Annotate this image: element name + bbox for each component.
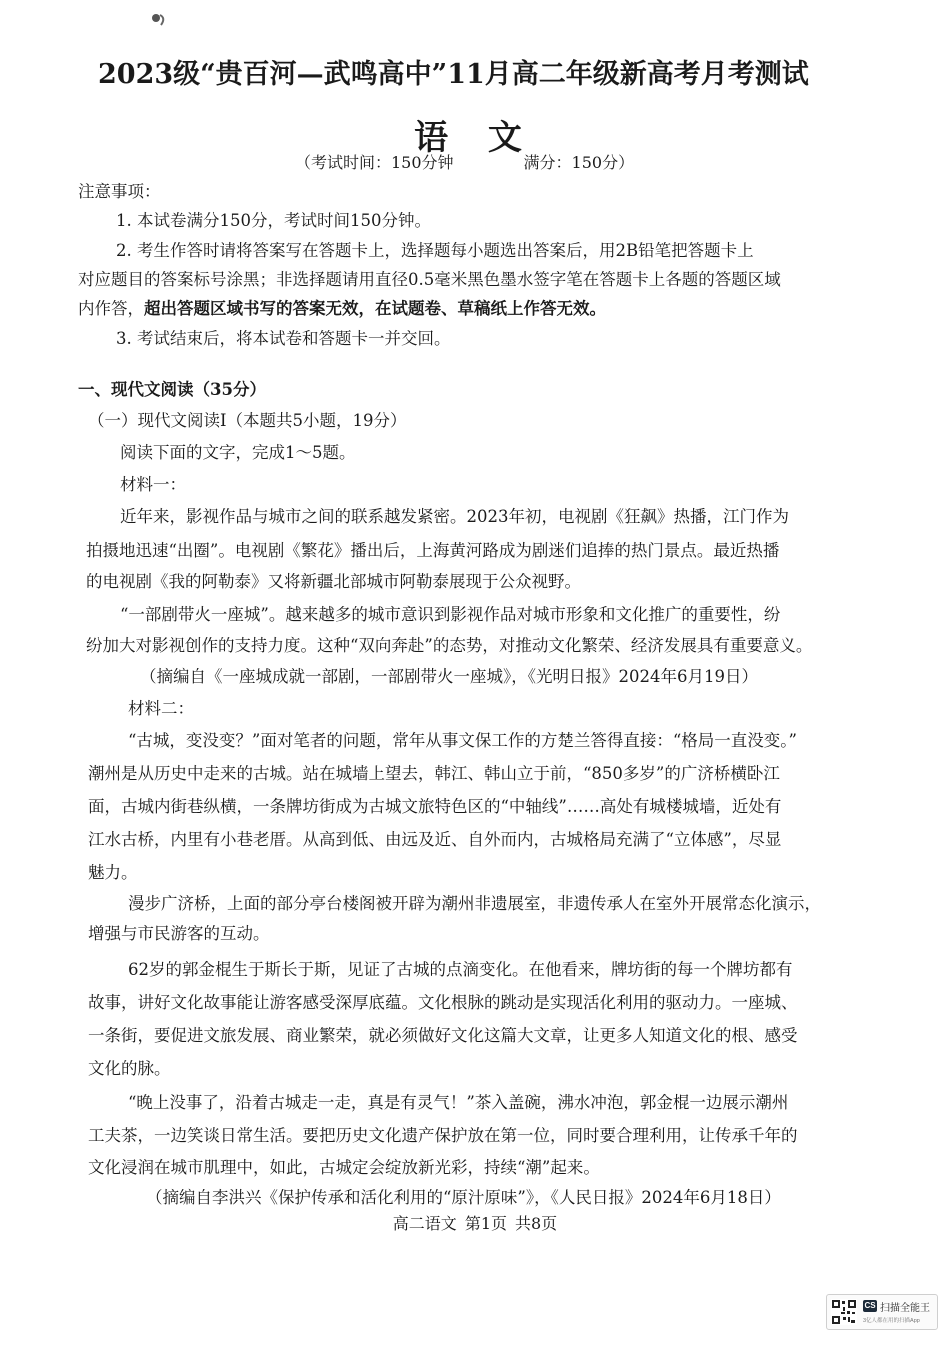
material-2-line: 文化的脉。 [88, 1059, 171, 1078]
exam-score: 满分：150分） [523, 153, 635, 172]
footer-page: 第1页 [464, 1214, 507, 1233]
reading-instruction: 阅读下面的文字，完成1～5题。 [120, 443, 356, 462]
qr-code-icon [831, 1299, 857, 1325]
material-1-source: （摘编自《一座城成就一部剧，一部剧带火一座城》，《光明日报》2024年6月19日） [140, 667, 758, 686]
notice-item-2-line-3-a: 内作答， [78, 299, 144, 318]
material-1-line: 的电视剧《我的阿勒泰》又将新疆北部城市阿勒泰展现于公众视野。 [86, 572, 581, 591]
notice-item-2-line-1: 2. 考生作答时请将答案写在答题卡上，选择题每小题选出答案后，用2B铅笔把答题卡上 [116, 241, 754, 260]
subject-title: 语 文 [414, 118, 536, 158]
notice-item-2-line-2: 对应题目的答案标号涂黑；非选择题请用直径0.5毫米黑色墨水签字笔在答题卡上各题的答题区域 [78, 270, 781, 289]
notice-item-3: 3. 考试结束后，将本试卷和答题卡一并交回。 [116, 329, 451, 348]
exam-title: 2023级“贵百河—武鸣高中”11月高二年级新高考月考测试 [98, 59, 809, 90]
material-2-line: “古城，变没变？”面对笔者的问题，常年从事文保工作的方楚兰答得直接：“格局一直没变。” [128, 731, 797, 750]
notice-heading: 注意事项： [78, 182, 161, 201]
material-2-line: 魅力。 [88, 863, 138, 882]
exam-info [295, 150, 634, 173]
material-2-line: 江水古桥，内里有小巷老厝。从高到低、由远及近、自外而内，古城格局充满了“立体感”，尽显 [88, 830, 782, 849]
material-2-line: 潮州是从历史中走来的古城。站在城墙上望去，韩江、韩山立于前，“850多岁”的广济桥横卧江 [88, 764, 780, 783]
cs-logo-icon: CS [864, 1301, 876, 1310]
material-1-line: “一部剧带火一座城”。越来越多的城市意识到影视作品对城市形象和文化推广的重要性，纷 [120, 605, 781, 624]
footer-total: 共8页 [515, 1214, 558, 1233]
material-2-line: “晚上没事了，沿着古城走一走，真是有灵气！”茶入盖碗，沸水冲泡，郭金棍一边展示潮州 [128, 1093, 789, 1112]
material-2-line: 故事，讲好文化故事能让游客感受深厚底蕴。文化根脉的跳动是实现活化利用的驱动力。一座城、 [88, 993, 798, 1012]
scan-speck [150, 12, 168, 28]
scanner-app-name: 扫描全能王 [880, 1303, 930, 1314]
page-footer [0, 1211, 950, 1234]
material-2-line: 一条街，要促进文旅发展、商业繁荣，就必须做好文化这篇大文章，让更多人知道文化的根、感受 [88, 1026, 798, 1045]
material-1-label: 材料一： [120, 475, 186, 494]
material-2-line: 62岁的郭金棍生于斯长于斯，见证了古城的点滴变化。在他看来，牌坊街的每一个牌坊都有 [128, 960, 793, 979]
scanner-app-tagline: 3亿人都在用的扫描App [863, 1318, 920, 1324]
material-2-line: 文化浸润在城市肌理中，如此，古城定会绽放新光彩，持续“潮”起来。 [88, 1158, 600, 1177]
material-2-line: 增强与市民游客的互动。 [88, 924, 270, 943]
scanner-watermark [826, 1294, 938, 1330]
material-2-source: （摘编自李洪兴《保护传承和活化利用的“原汁原味”》，《人民日报》2024年6月18日） [146, 1188, 781, 1207]
notice-item-2-line-3 [78, 295, 606, 319]
material-2-line: 漫步广济桥，上面的部分亭台楼阁被开辟为潮州非遗展室，非遗传承人在室外开展常态化演示， [128, 894, 821, 913]
section-heading: 一、现代文阅读（35分） [78, 380, 266, 399]
material-1-line: 拍摄地迅速“出圈”。电视剧《繁花》播出后，上海黄河路成为剧迷们追捧的热门景点。最近热播 [86, 541, 780, 560]
material-1-line: 近年来，影视作品与城市之间的联系越发紧密。2023年初，电视剧《狂飙》热播，江门作为 [120, 507, 789, 526]
footer-grade: 高二语文 [392, 1214, 457, 1233]
notice-item-1: 1. 本试卷满分150分，考试时间150分钟。 [116, 211, 431, 230]
material-2-line: 面，古城内街巷纵横，一条牌坊街成为古城文旅特色区的“中轴线”……高处有城楼城墙，近处有 [88, 797, 782, 816]
material-2-label: 材料二： [128, 699, 194, 718]
exam-time: （考试时间：150分钟 [295, 153, 454, 172]
material-1-line: 纷加大对影视创作的支持力度。这种“双向奔赴”的态势，对推动文化繁荣、经济发展具有重要意义。 [86, 636, 813, 655]
sub-section-heading: （一）现代文阅读Ⅰ（本题共5小题，19分） [88, 411, 407, 430]
notice-item-2-warning: 超出答题区域书写的答案无效，在试题卷、草稿纸上作答无效。 [144, 299, 606, 318]
material-2-line: 工夫茶，一边笑谈日常生活。要把历史文化遗产保护放在第一位，同时要合理利用，让传承千年的 [88, 1126, 798, 1145]
